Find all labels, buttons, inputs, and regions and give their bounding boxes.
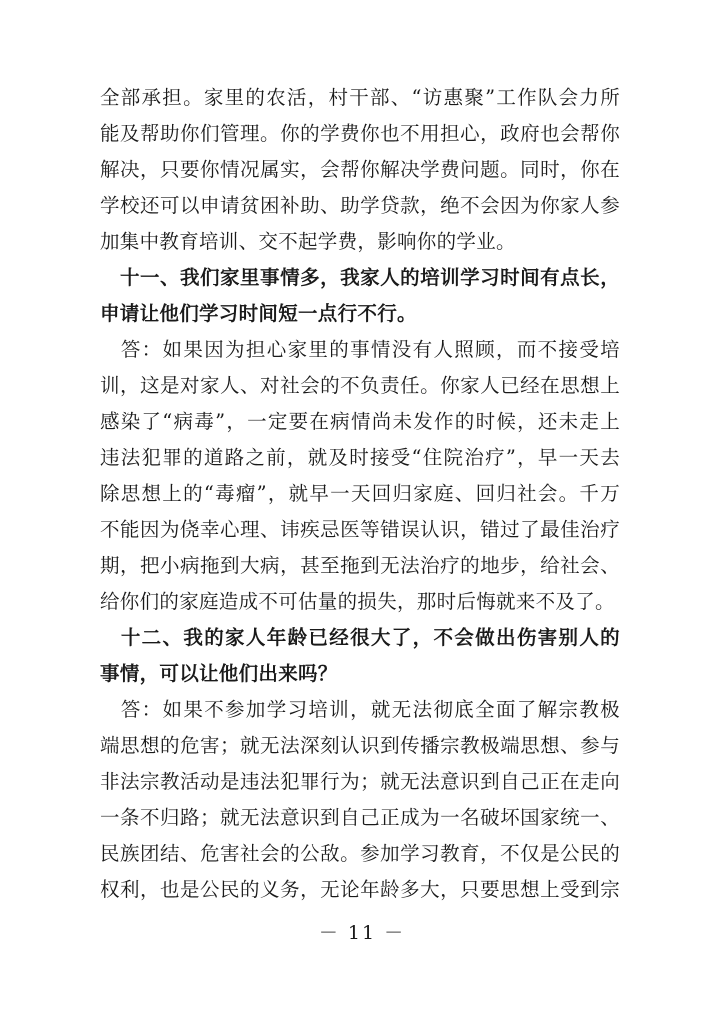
text-line: 给你们的家庭造成不可估量的损失，那时后悔就来不及了。 <box>100 590 615 613</box>
text-line: 违法犯罪的道路之前，就及时接受“住院治疗”，早一天去 <box>100 446 620 469</box>
text-line: 加集中教育培训、交不起学费，影响你的学业。 <box>100 230 516 253</box>
text-line: 十二、我的家人年龄已经很大了，不会做出伤害别人的 <box>100 626 620 649</box>
text-line: 能及帮助你们管理。你的学费你也不用担心，政府也会帮你 <box>100 122 620 145</box>
text-line: 事情，可以让他们出来吗？ <box>100 662 338 685</box>
text-line: 民族团结、危害社会的公敌。参加学习教育，不仅是公民的 <box>100 842 620 865</box>
text-line: 学校还可以申请贫困补助、助学贷款，绝不会因为你家人参 <box>100 194 620 217</box>
body-paragraph <box>100 692 620 908</box>
text-line: 答：如果因为担心家里的事情没有人照顾，而不接受培 <box>100 338 620 361</box>
text-line: 十一、我们家里事情多，我家人的培训学习时间有点长， <box>100 266 620 289</box>
text-line: 一条不归路；就无法意识到自己正成为一名破坏国家统一、 <box>100 806 620 829</box>
text-line: 不能因为侥幸心理、讳疾忌医等错误认识，错过了最佳治疗 <box>100 518 620 541</box>
text-line: 答：如果不参加学习培训，就无法彻底全面了解宗教极 <box>100 698 620 721</box>
page-number: － 11 － <box>318 922 406 944</box>
text-line: 非法宗教活动是违法犯罪行为；就无法意识到自己正在走向 <box>100 770 620 793</box>
text-line: 申请让他们学习时间短一点行不行。 <box>100 302 417 325</box>
section-heading <box>100 620 620 692</box>
text-line: 权利，也是公民的义务，无论年龄多大，只要思想上受到宗 <box>100 878 620 901</box>
text-line: 端思想的危害；就无法深刻认识到传播宗教极端思想、参与 <box>100 734 620 757</box>
body-paragraph <box>100 332 620 620</box>
text-line: 除思想上的“毒瘤”，就早一天回归家庭、回归社会。千万 <box>100 482 620 505</box>
text-line: 全部承担。家里的农活，村干部、“访惠聚”工作队会力所 <box>100 86 620 109</box>
document-body <box>100 80 620 908</box>
text-line: 期，把小病拖到大病，甚至拖到无法治疗的地步，给社会、 <box>100 554 620 577</box>
text-line: 训，这是对家人、对社会的不负责任。你家人已经在思想上 <box>100 374 620 397</box>
body-paragraph <box>100 80 620 260</box>
text-line: 解决，只要你情况属实，会帮你解决学费问题。同时，你在 <box>100 158 620 181</box>
text-line: 感染了“病毒”，一定要在病情尚未发作的时候，还未走上 <box>100 410 620 433</box>
section-heading <box>100 260 620 332</box>
